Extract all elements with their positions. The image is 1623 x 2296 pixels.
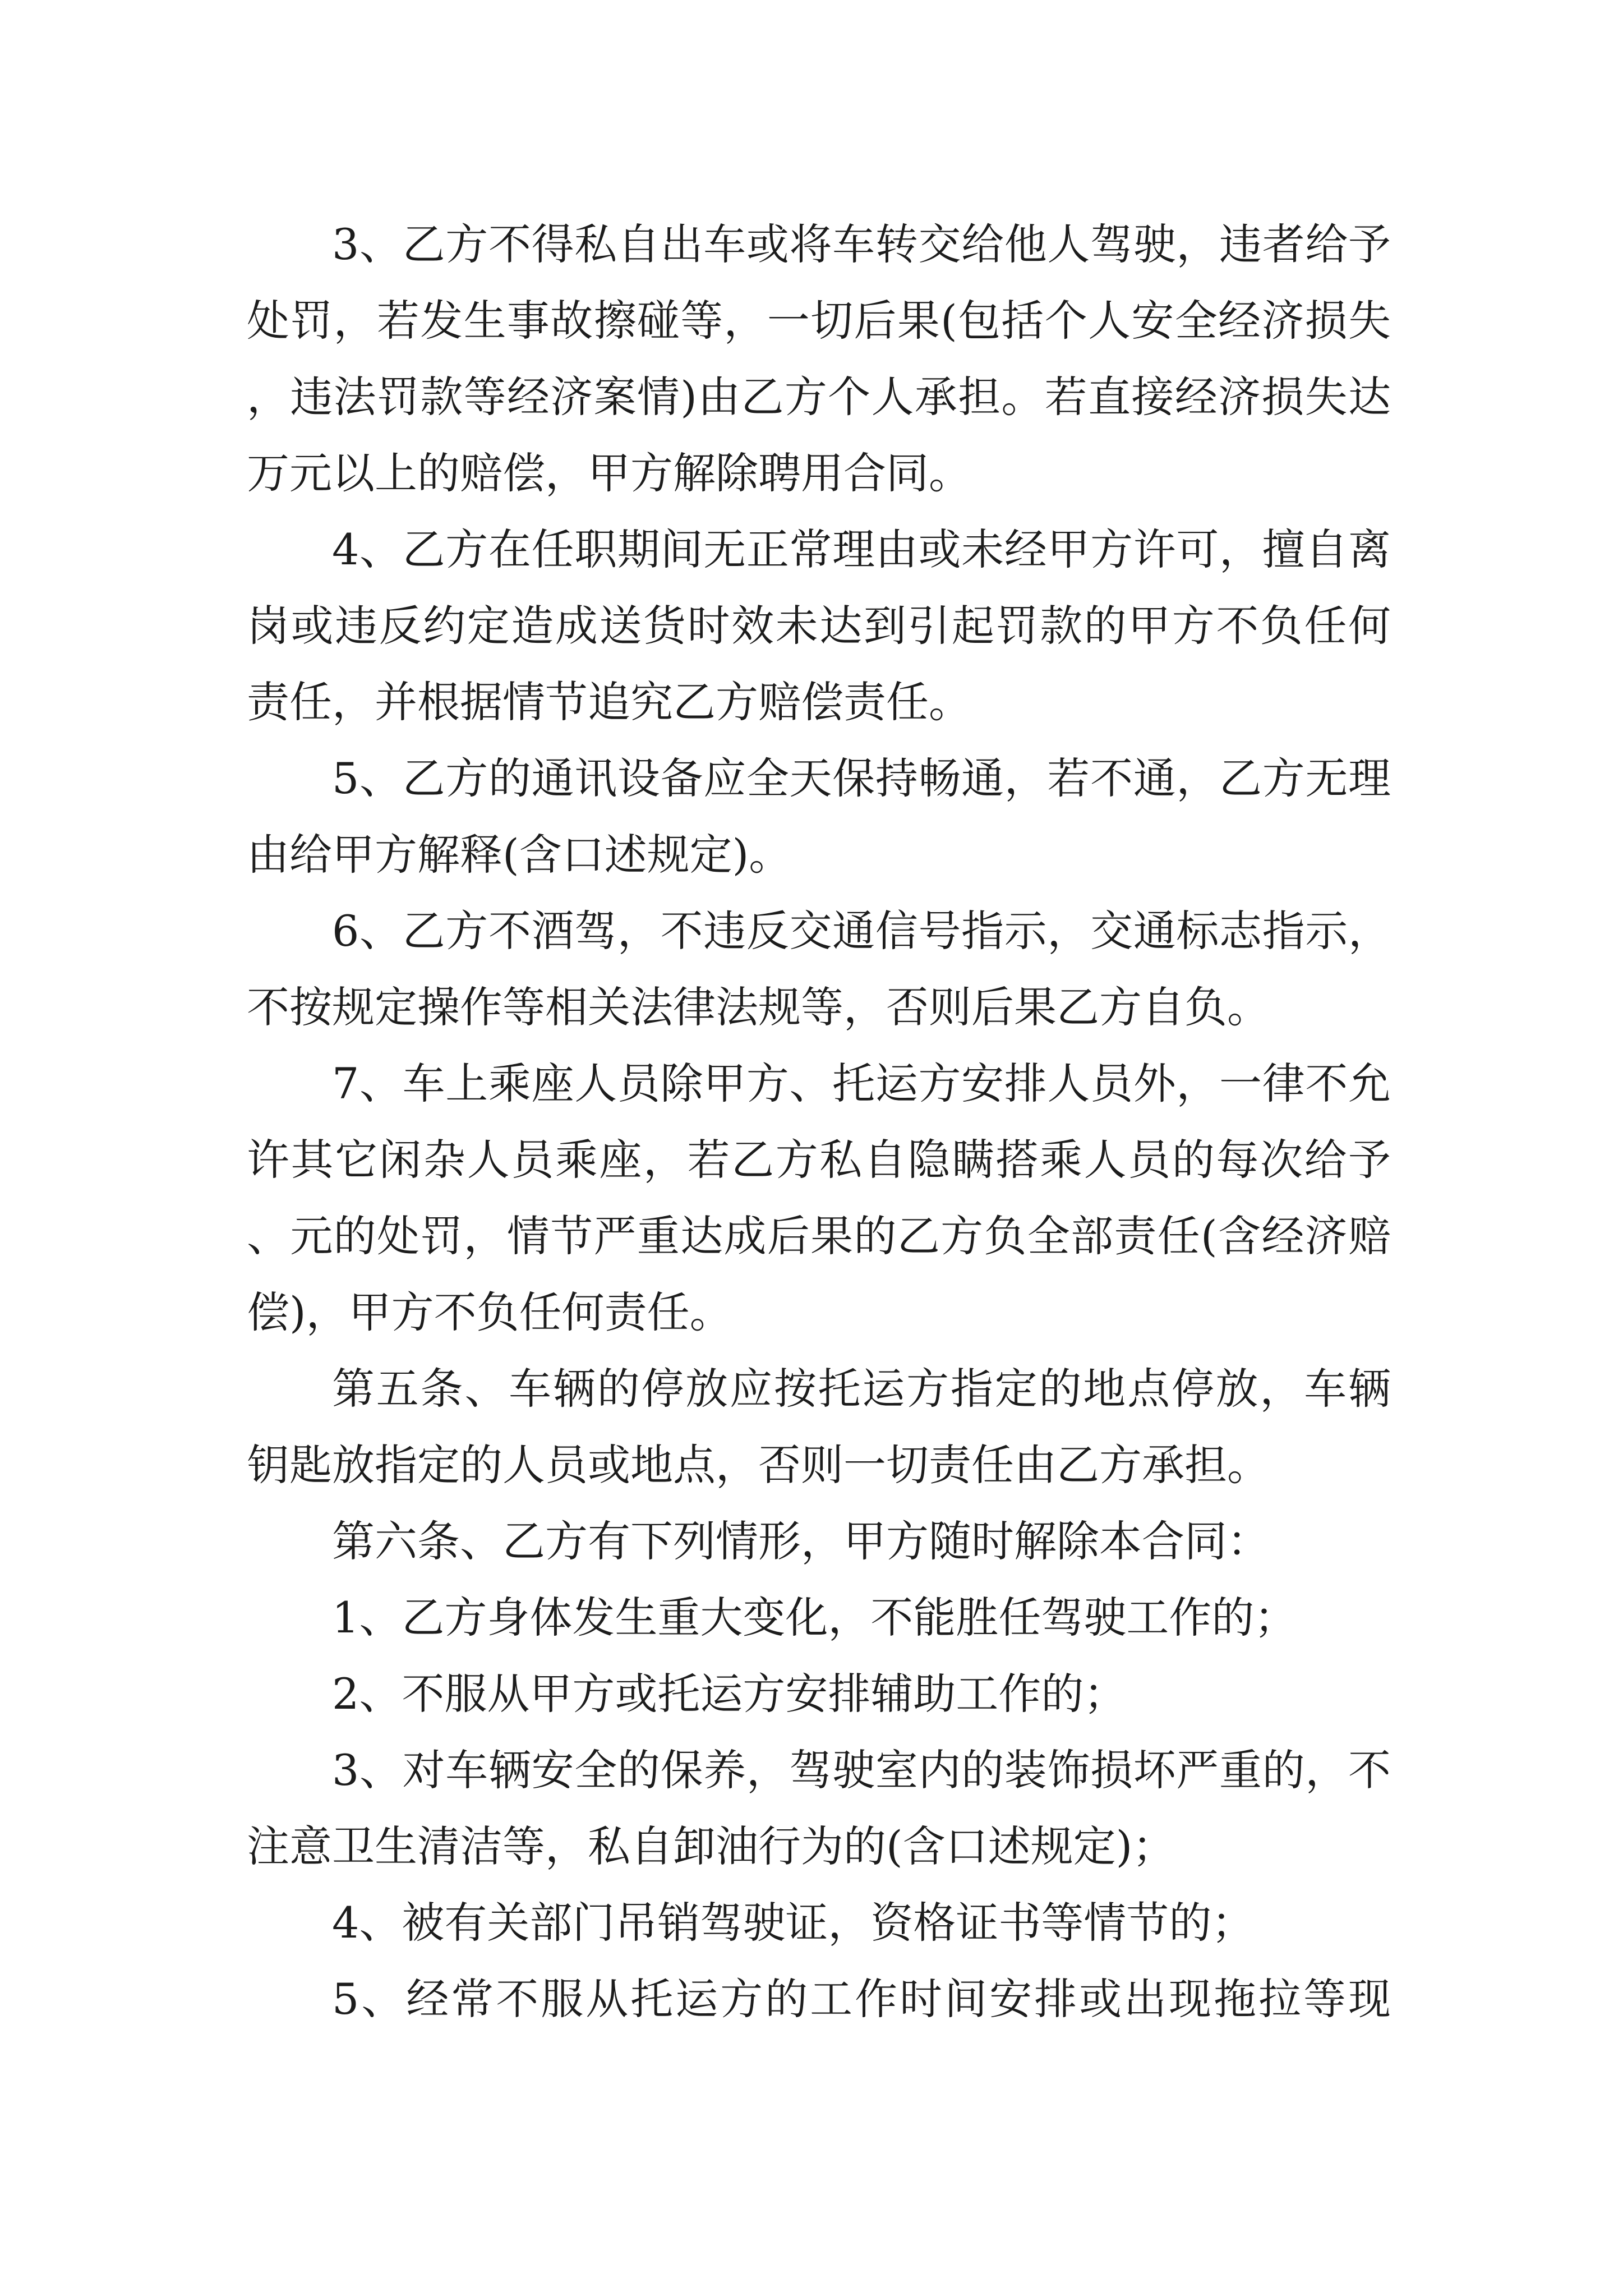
paragraph-termination-3: 3、对车辆安全的保养，驾驶室内的装饰损坏严重的，不注意卫生清洁等，私自卸油行为的(含口述规定)； <box>247 1745 1391 1871</box>
document-body <box>247 206 1391 2037</box>
paragraph-termination-5: 5、经常不服从托运方的工作时间安排或出现拖拉等现 <box>332 1974 1391 2024</box>
paragraph-termination-1: 1、乙方身体发生重大变化，不能胜任驾驶工作的； <box>332 1593 1297 1642</box>
paragraph-article-6: 第六条、乙方有下列情形，甲方随时解除本合同： <box>332 1516 1270 1566</box>
paragraph-clause-4: 4、乙方在任职期间无正常理由或未经甲方许可，擅自离岗或违反约定造成送货时效未达到引起罚款的甲方不负任何责任，并根据情节追究乙方赔偿责任。 <box>247 524 1391 727</box>
paragraph-clause-6: 6、乙方不酒驾，不违反交通信号指示，交通标志指示，不按规定操作等相关法律法规等，否则后果乙方自负。 <box>247 906 1391 1032</box>
paragraph-clause-5: 5、乙方的通讯设备应全天保持畅通，若不通，乙方无理由给甲方解释(含口述规定)。 <box>247 753 1391 880</box>
paragraph-termination-4: 4、被有关部门吊销驾驶证，资格证书等情节的； <box>332 1898 1255 1948</box>
paragraph-termination-2: 2、不服从甲方或托运方安排辅助工作的； <box>332 1669 1127 1719</box>
paragraph-clause-7: 7、车上乘座人员除甲方、托运方安排人员外，一律不允许其它闲杂人员乘座，若乙方私自隐瞒搭乘人员的每次给予、元的处罚，情节严重达成后果的乙方负全部责任(含经济赔偿)，甲方不负任何责任。 <box>247 1059 1391 1337</box>
paragraph-clause-3: 3、乙方不得私自出车或将车转交给他人驾驶，违者给予处罚，若发生事故擦碰等，一切后果(包括个人安全经济损失，违法罚款等经济案情)由乙方个人承担。若直接经济损失达万元以上的赔偿，甲方解除聘用合同。 <box>247 219 1391 498</box>
paragraph-article-5: 第五条、车辆的停放应按托运方指定的地点停放，车辆钥匙放指定的人员或地点，否则一切责任由乙方承担。 <box>247 1364 1391 1490</box>
